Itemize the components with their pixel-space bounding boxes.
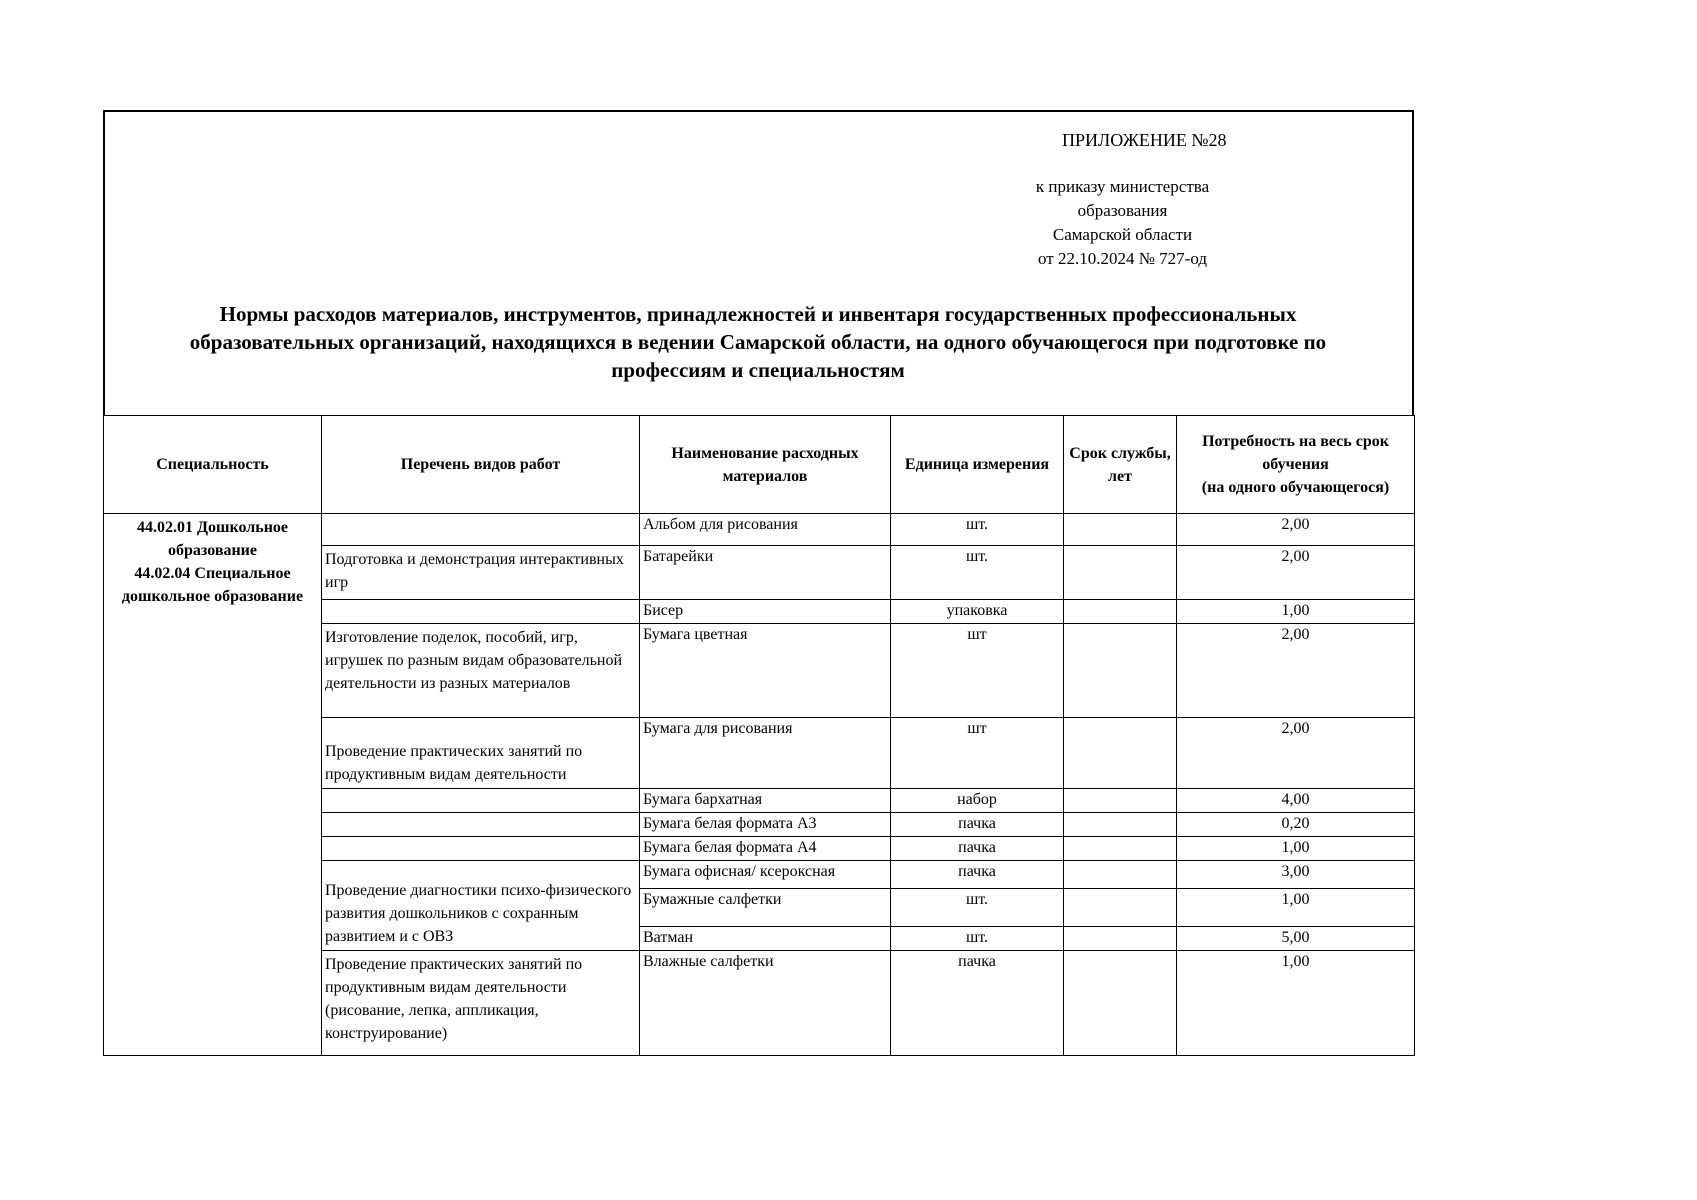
material-cell: Бумага белая формата А3 <box>640 813 891 837</box>
specialty-line: образование <box>167 542 257 559</box>
work-cell <box>322 813 640 837</box>
title-line: профессиям и специальностям <box>611 358 905 382</box>
need-cell: 5,00 <box>1177 926 1415 950</box>
work-cell <box>322 514 640 546</box>
service-life-cell <box>1064 789 1177 813</box>
unit-cell: упаковка <box>891 600 1064 624</box>
need-cell: 2,00 <box>1177 546 1415 600</box>
material-cell: Бумажные салфетки <box>640 889 891 926</box>
material-cell: Бумага бархатная <box>640 789 891 813</box>
work-cell: Проведение практических занятий по продуктивным видам деятельности (рисование, лепка, аппликация, конструирование) <box>322 951 640 1056</box>
service-life-cell <box>1064 718 1177 789</box>
title-line: образовательных организаций, находящихся в ведении Самарской области, на одного обучающегося при подготовке по <box>189 330 1327 354</box>
need-cell: 2,00 <box>1177 624 1415 718</box>
material-cell: Бумага белая формата А4 <box>640 837 891 861</box>
column-header-works: Перечень видов работ <box>322 416 640 514</box>
need-cell: 2,00 <box>1177 718 1415 789</box>
material-cell: Альбом для рисования <box>640 514 891 546</box>
service-life-cell <box>1064 546 1177 600</box>
service-life-cell <box>1064 837 1177 861</box>
need-header-line: Потребность на весь срок <box>1202 433 1389 450</box>
unit-cell: шт. <box>891 546 1064 600</box>
work-cell: Подготовка и демонстрация интерактивных игр <box>322 546 640 600</box>
material-cell: Бисер <box>640 600 891 624</box>
unit-cell: пачка <box>891 813 1064 837</box>
table-row <box>104 514 1415 546</box>
service-life-cell <box>1064 813 1177 837</box>
column-header-service-life: Срок службы, лет <box>1064 416 1177 514</box>
unit-cell: шт <box>891 718 1064 789</box>
service-life-cell <box>1064 514 1177 546</box>
need-cell: 1,00 <box>1177 600 1415 624</box>
material-cell: Влажные салфетки <box>640 951 891 1056</box>
need-cell: 2,00 <box>1177 514 1415 546</box>
material-cell: Бумага для рисования <box>640 718 891 789</box>
order-line: к приказу министерства <box>1035 177 1210 196</box>
service-life-cell <box>1064 624 1177 718</box>
column-header-specialty: Специальность <box>104 416 322 514</box>
order-line: образования <box>1077 201 1168 220</box>
unit-cell: шт. <box>891 514 1064 546</box>
unit-cell: шт. <box>891 889 1064 926</box>
title-line: Нормы расходов материалов, инструментов, принадлежностей и инвентаря государственных профессиональных <box>219 302 1297 326</box>
work-cell <box>322 789 640 813</box>
work-cell: Проведение диагностики психо-физического развития дошкольников с сохранным развитием и с ОВЗ <box>322 861 640 951</box>
need-cell: 3,00 <box>1177 861 1415 889</box>
column-header-unit: Единица измерения <box>891 416 1064 514</box>
specialty-line: 44.02.04 Специальное <box>134 565 291 582</box>
unit-cell: шт <box>891 624 1064 718</box>
column-header-need <box>1177 416 1415 514</box>
unit-cell: пачка <box>891 951 1064 1056</box>
need-cell: 0,20 <box>1177 813 1415 837</box>
material-cell: Батарейки <box>640 546 891 600</box>
specialty-line: дошкольное образование <box>121 588 304 605</box>
work-cell <box>322 600 640 624</box>
column-header-material: Наименование расходных материалов <box>640 416 891 514</box>
need-cell: 4,00 <box>1177 789 1415 813</box>
work-cell: Проведение практических занятий по продуктивным видам деятельности <box>322 718 640 789</box>
work-cell <box>322 837 640 861</box>
order-reference <box>1000 175 1245 271</box>
service-life-cell <box>1064 926 1177 950</box>
material-cell: Ватман <box>640 926 891 950</box>
need-header-line: (на одного обучающегося) <box>1201 479 1390 496</box>
document-title <box>118 300 1398 384</box>
need-cell: 1,00 <box>1177 951 1415 1056</box>
need-cell: 1,00 <box>1177 837 1415 861</box>
service-life-cell <box>1064 889 1177 926</box>
work-cell: Изготовление поделок, пособий, игр, игрушек по разным видам образовательной деятельности из разных материалов <box>322 624 640 718</box>
table-header-row <box>104 416 1415 514</box>
service-life-cell <box>1064 600 1177 624</box>
unit-cell: пачка <box>891 837 1064 861</box>
specialty-cell <box>104 514 322 1056</box>
service-life-cell <box>1064 861 1177 889</box>
norms-table <box>103 415 1415 1056</box>
specialty-line: 44.02.01 Дошкольное <box>136 519 289 536</box>
need-cell: 1,00 <box>1177 889 1415 926</box>
order-line: Самарской области <box>1052 225 1193 244</box>
order-line: от 22.10.2024 № 727-од <box>1038 249 1207 268</box>
unit-cell: набор <box>891 789 1064 813</box>
appendix-number: ПРИЛОЖЕНИЕ №28 <box>1062 130 1227 150</box>
need-header-line: обучения <box>1262 456 1329 473</box>
material-cell: Бумага цветная <box>640 624 891 718</box>
material-cell: Бумага офисная/ ксероксная <box>640 861 891 889</box>
unit-cell: шт. <box>891 926 1064 950</box>
service-life-cell <box>1064 951 1177 1056</box>
unit-cell: пачка <box>891 861 1064 889</box>
